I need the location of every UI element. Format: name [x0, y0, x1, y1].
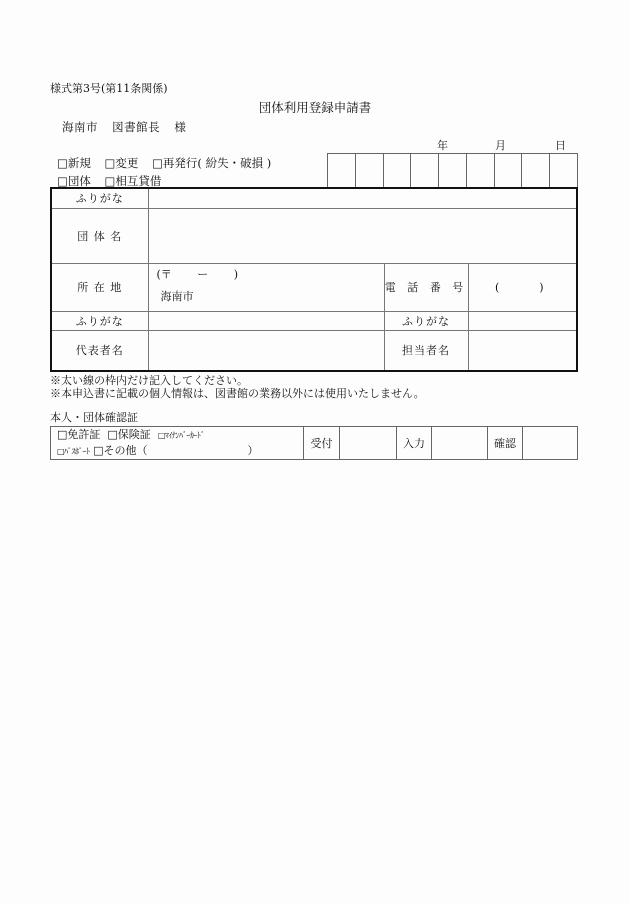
date-grid: [327, 153, 578, 188]
addressee: [62, 119, 196, 135]
date-day-label: 日: [555, 139, 566, 152]
location-prefill: 海南市: [160, 289, 194, 303]
representative-field[interactable]: [148, 330, 384, 371]
received-field[interactable]: [340, 427, 397, 460]
checkbox-reissue[interactable]: □再発行( 紛失・破損 ): [152, 156, 272, 170]
addressee-city: 海南市: [62, 120, 98, 134]
addressee-role: 図書館長: [112, 120, 161, 134]
contact-person-field[interactable]: [468, 330, 577, 371]
note-thick-border: ※太い線の枠内だけ記入してください。: [50, 374, 248, 387]
date-cell[interactable]: [355, 154, 383, 188]
checkbox-passport[interactable]: □ﾊﾟｽﾎﾟｰﾄ: [57, 447, 90, 456]
checkbox-insurance[interactable]: □保険証: [107, 428, 151, 441]
id-section-heading: 本人・団体確認証: [50, 411, 138, 424]
input-field[interactable]: [432, 427, 488, 460]
contact-furigana-field[interactable]: [468, 311, 577, 330]
confirmed-field[interactable]: [523, 427, 578, 460]
group-name-furigana-field[interactable]: [148, 188, 577, 208]
checkbox-group[interactable]: □団体: [57, 174, 91, 188]
date-cell[interactable]: [439, 154, 467, 188]
input-label: 入力: [397, 427, 432, 460]
form-id: 様式第3号(第11条関係): [50, 82, 168, 95]
main-form-table: [50, 187, 578, 372]
note-privacy: ※本申込書に記載の個人情報は、図書館の業務以外には使用いたしません。: [50, 387, 425, 400]
application-type-checkboxes: [57, 155, 281, 171]
page-title: 団体利用登録申請書: [258, 100, 372, 115]
date-month-label: 月: [495, 139, 506, 152]
other-close-paren: ）: [247, 444, 259, 457]
checkbox-interlibrary-loan[interactable]: □相互貸借: [104, 174, 162, 188]
checkbox-mynumber-card[interactable]: □ﾏｲﾅﾝﾊﾞｰｶｰﾄﾞ: [157, 431, 205, 440]
date-year-label: 年: [437, 139, 448, 152]
furigana-label: ふりがな: [51, 188, 148, 208]
checkbox-new[interactable]: □新規: [57, 156, 91, 170]
date-cell[interactable]: [522, 154, 550, 188]
date-cell[interactable]: [411, 154, 439, 188]
notes: [50, 374, 425, 400]
checkbox-other[interactable]: □その他（: [93, 444, 148, 457]
phone-field[interactable]: ( ): [468, 263, 577, 311]
phone-label: 電 話 番 号: [384, 263, 468, 311]
location-field[interactable]: [148, 263, 384, 311]
postal-code-template: (〒 ー ): [156, 267, 239, 281]
date-cell[interactable]: [466, 154, 494, 188]
received-label: 受付: [304, 427, 340, 460]
representative-furigana-label: ふりがな: [51, 311, 148, 330]
id-options: [51, 427, 304, 460]
group-name-field[interactable]: [148, 208, 577, 263]
id-verification-table: [50, 426, 578, 460]
date-cell[interactable]: [328, 154, 356, 188]
confirmed-label: 確認: [488, 427, 523, 460]
checkbox-license[interactable]: □免許証: [57, 428, 101, 441]
checkbox-change[interactable]: □変更: [104, 156, 139, 170]
contact-person-label: 担当者名: [384, 330, 468, 371]
date-cell[interactable]: [494, 154, 522, 188]
date-cell[interactable]: [383, 154, 411, 188]
location-label: 所 在 地: [51, 263, 148, 311]
group-name-label: 団 体 名: [51, 208, 148, 263]
contact-furigana-label: ふりがな: [384, 311, 468, 330]
addressee-honorific: 様: [174, 120, 187, 134]
representative-furigana-field[interactable]: [148, 311, 384, 330]
representative-label: 代表者名: [51, 330, 148, 371]
date-cell[interactable]: [550, 154, 578, 188]
